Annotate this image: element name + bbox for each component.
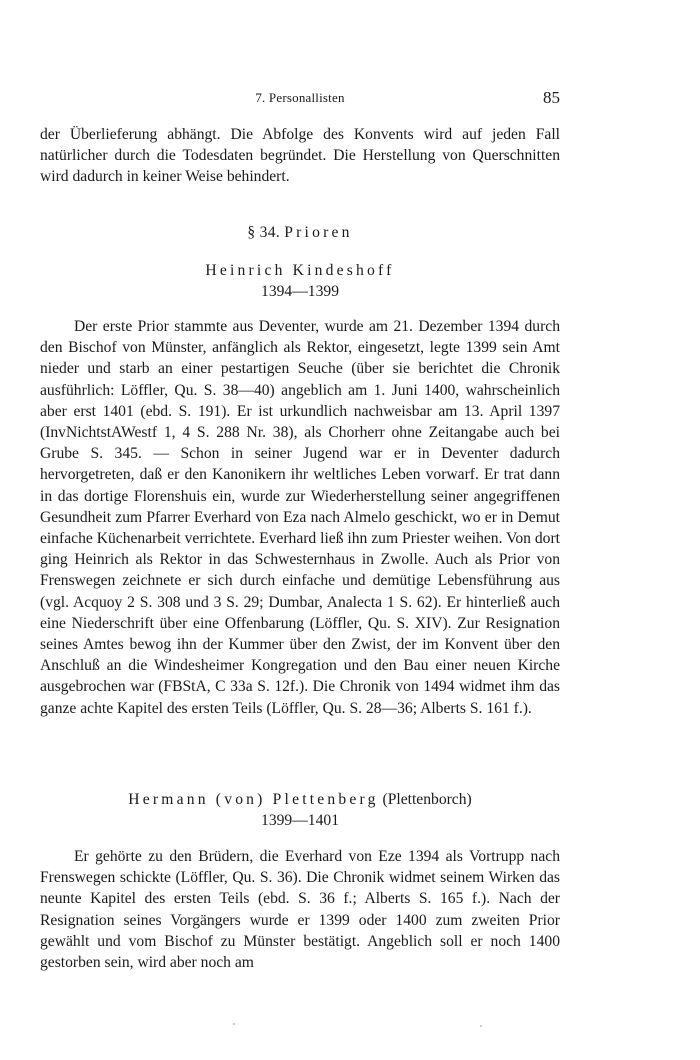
entry-paragraph-text: Der erste Prior stammte aus Deventer, wurde am 21. Dezember 1394 durch den Bischof von Münster, anfänglich als Rektor, eingesetzt, legte 1399 sein Amt nieder und starb an einer pestartigen Seuche (über sie berichtet die Chronik ausführlich: Löffler, Qu. S. 38—40) angeblich am 1. Juni 1400, wahrscheinlich aber erst 1401 (ebd. S. 191). Er ist urkundlich nachweisbar am 13. April 1397 (InvNichtstAWestf 1, 4 S. 288 Nr. 38), als Chorherr ohne Zeitangabe auch bei Grube S. 345. — Schon in seiner Jugend war er in Deventer dadurch hervorgetreten, daß er den Kanonikern ihr weltliches Leben vorwarf. Er trat dann in das dortige Florenshuis ein, wurde zur Wiederherstellung seiner angegriffenen Gesundheit zum Pfarrer Everhard von Eza nach Almelo geschickt, wo er in Demut einfache Küchenarbeit verrichtete. Everhard ließ ihn zum Priester weihen. Von dort ging Heinrich als Rektor in das Schwesternhaus in Zwolle. Auch als Prior von Frenswegen zeichnete er sich durch einfache und demütige Lebensführung aus (vgl. Acquoy 2 S. 308 und 3 S. 29; Dumbar, Analecta 1 S. 62). Er hinterließ auch eine Niederschrift über eine Offenbarung (Löffler, Qu. S. XIV). Zur Resignation seines Amtes bewog ihn der Kummer über den Zwist, der im Konvent über den Anschluß an die Windesheimer Kongregation und den Bau einer neuen Kirche ausgebrochen war (FBStA, C 33a S. 12f.). Die Chronik von 1494 widmet ihm das ganze achte Kapitel des ersten Teils (Löffler, Qu. S. 28—36; Alberts S. 161 f.). — [40, 318, 560, 717]
speck — [233, 1023, 235, 1025]
entry-name-variant: (Plettenborch) — [382, 791, 472, 808]
section-heading — [40, 224, 560, 242]
section-title: Prioren — [284, 224, 353, 241]
speck — [480, 1025, 482, 1027]
entry-years: 1399—1401 — [261, 812, 339, 829]
scan-specks — [0, 1022, 700, 1028]
entry-name — [40, 791, 560, 809]
entry-name-text: Heinrich Kindeshoff — [205, 262, 395, 279]
entry-paragraph — [40, 316, 560, 719]
continuation-paragraph — [40, 124, 560, 188]
entry-years: 1394—1399 — [261, 283, 339, 300]
section-symbol: § 34. — [247, 224, 281, 241]
entry-name — [40, 262, 560, 280]
entry-name-text: Hermann (von) Plettenberg — [128, 791, 379, 808]
running-title: 7. Personallisten — [255, 90, 345, 105]
running-header — [40, 88, 560, 108]
entry-paragraph — [40, 846, 560, 973]
page-number: 85 — [543, 88, 560, 107]
intro-paragraph-text: der Überlieferung abhängt. Die Abfolge des Konvents wird auf jeden Fall natürlicher durch die Todesdaten begründet. Die Herstellung von Querschnitten wird dadurch in keiner Weise behindert. — [40, 126, 560, 186]
entry-paragraph-text: Er gehörte zu den Brüdern, die Everhard von Eze 1394 als Vortrupp nach Frenswegen schickte (Löffler, Qu. S. 36). Die Chronik widmet seinem Wirken das neunte Kapitel des ersten Teils (ebd. S. 36 f.; Alberts S. 165 f.). Nach der Resignation seines Vorgängers wurde er 1399 oder 1400 zum zweiten Prior gewählt und vom Bischof zu Münster bestätigt. Angeblich soll er noch 1400 gestorben sein, wird aber noch am — [40, 848, 560, 972]
